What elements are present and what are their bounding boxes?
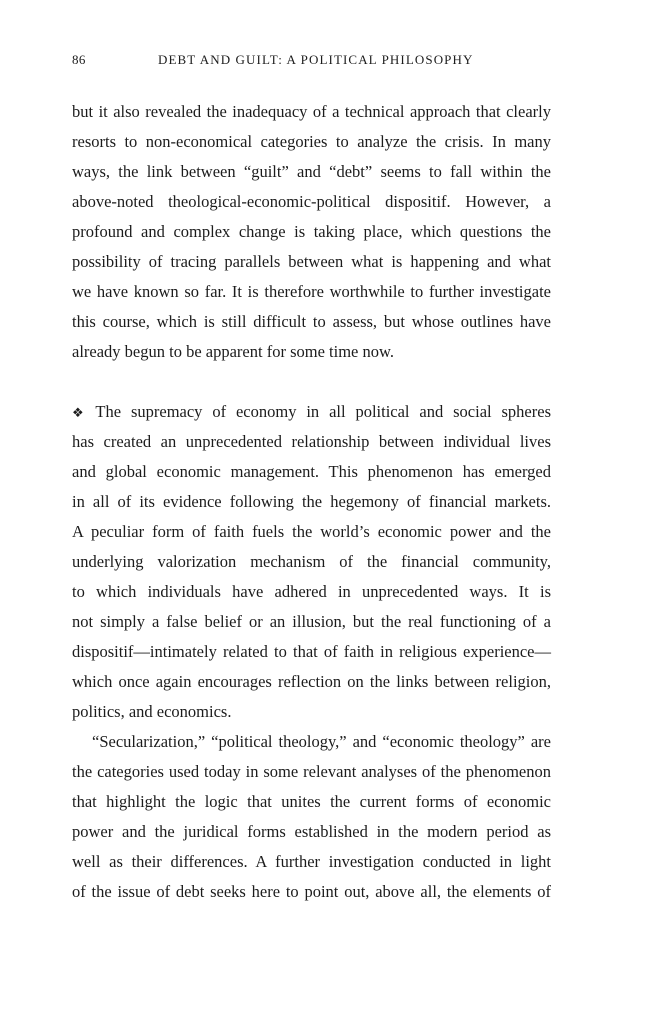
text-line: politics, and economics.	[72, 702, 232, 721]
text-line: well as their differences. A further investigation conducted in light	[72, 852, 551, 871]
paragraph-3	[72, 727, 551, 907]
text-line: dispositif—intimately related to that of faith in religious experience—	[72, 642, 551, 661]
first-line-text: The supremacy of economy in all political and social spheres	[95, 402, 551, 421]
text-line-first	[72, 397, 551, 427]
text-line: has created an unprecedented relationship between individual lives	[72, 432, 551, 451]
text-line: profound and complex change is taking place, which questions the	[72, 222, 551, 241]
text-line: the categories used today in some relevant analyses of the phenomenon	[72, 762, 551, 781]
text-line: possibility of tracing parallels between what is happening and what	[72, 252, 551, 271]
running-head	[72, 52, 551, 70]
text-line: we have known so far. It is therefore worthwhile to further investigate	[72, 282, 551, 301]
text-line: this course, which is still difficult to assess, but whose outlines have	[72, 312, 551, 331]
page-number: 86	[72, 52, 86, 67]
text-line: ways, the link between “guilt” and “debt” seems to fall within the	[72, 162, 551, 181]
text-line: that highlight the logic that unites the current forms of economic	[72, 792, 551, 811]
text-line: but it also revealed the inadequacy of a technical approach that clearly	[72, 102, 551, 121]
section-ornament-icon: ❖	[72, 406, 90, 421]
text-line: power and the juridical forms established in the modern period as	[72, 822, 551, 841]
text-line: A peculiar form of faith fuels the world’s economic power and the	[72, 522, 551, 541]
text-line: “Secularization,” “political theology,” and “economic theology” are	[92, 732, 551, 751]
paragraph-1	[72, 97, 551, 367]
text-line: and global economic management. This phenomenon has emerged	[72, 462, 551, 481]
text-line: which once again encourages reflection on the links between religion,	[72, 672, 551, 691]
text-line: of the issue of debt seeks here to point out, above all, the elements of	[72, 882, 551, 901]
text-line: already begun to be apparent for some time now.	[72, 342, 394, 361]
section-break	[72, 367, 551, 397]
text-line: in all of its evidence following the hegemony of financial markets.	[72, 492, 551, 511]
paragraph-2	[72, 397, 551, 727]
text-line: to which individuals have adhered in unprecedented ways. It is	[72, 582, 551, 601]
text-line: underlying valorization mechanism of the financial community,	[72, 552, 551, 571]
text-line: not simply a false belief or an illusion, but the real functioning of a	[72, 612, 551, 631]
text-line: resorts to non-economical categories to analyze the crisis. In many	[72, 132, 551, 151]
text-line: above-noted theological-economic-political dispositif. However, a	[72, 192, 551, 211]
running-title: DEBT AND GUILT: A POLITICAL PHILOSOPHY	[158, 52, 474, 67]
body-text	[72, 97, 551, 907]
